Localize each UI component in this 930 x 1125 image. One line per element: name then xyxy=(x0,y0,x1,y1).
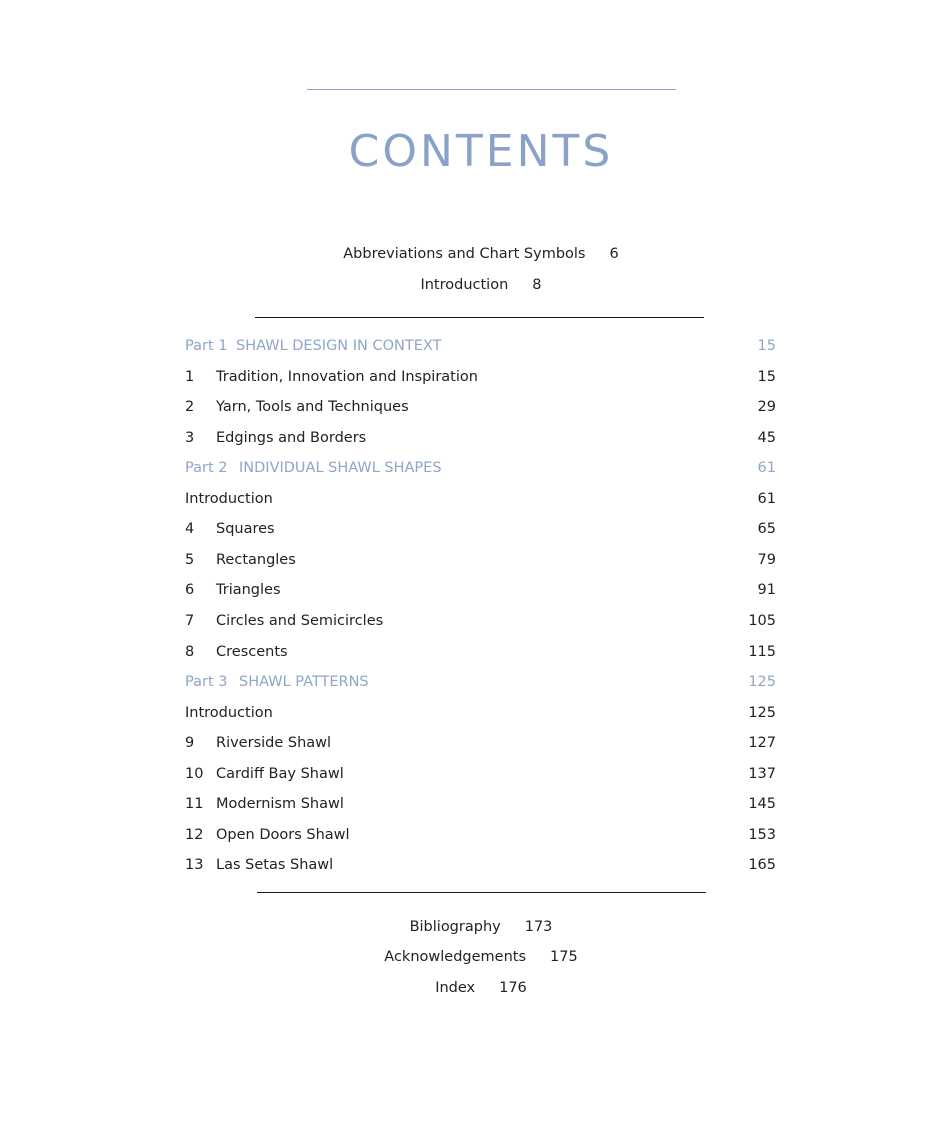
title-top-rule xyxy=(307,89,676,90)
page-number: 29 xyxy=(757,399,776,415)
back-matter-item[interactable] xyxy=(0,980,930,996)
chapter-number: 8 xyxy=(185,644,195,660)
chapter-number: 2 xyxy=(185,399,195,415)
part-number: Part 2 xyxy=(185,460,228,476)
back-matter-label: Index xyxy=(435,980,476,996)
toc-introduction-row[interactable] xyxy=(185,491,776,511)
toc-chapter-row[interactable] xyxy=(185,827,776,847)
chapter-number: 9 xyxy=(185,735,195,751)
section-title: Introduction xyxy=(185,705,273,721)
page-number: 165 xyxy=(748,857,776,873)
chapter-number: 11 xyxy=(185,796,204,812)
chapter-title: Open Doors Shawl xyxy=(216,827,350,843)
part-number: Part 3 xyxy=(185,674,228,690)
toc-chapter-row[interactable] xyxy=(185,369,776,389)
part-title: INDIVIDUAL SHAWL SHAPES xyxy=(239,460,442,476)
chapter-title: Riverside Shawl xyxy=(216,735,332,751)
back-matter-item[interactable] xyxy=(0,949,930,965)
chapter-number: 7 xyxy=(185,613,195,629)
chapter-number: 10 xyxy=(185,766,204,782)
toc-introduction-row[interactable] xyxy=(185,705,776,725)
toc-chapter-row[interactable] xyxy=(185,552,776,572)
section-title: Introduction xyxy=(185,491,273,507)
toc-part-heading[interactable] xyxy=(185,338,776,358)
page-number: 137 xyxy=(748,766,776,782)
chapter-title: Modernism Shawl xyxy=(216,796,344,812)
page-number: 15 xyxy=(757,369,776,385)
back-matter-page: 176 xyxy=(499,980,527,996)
toc-chapter-row[interactable] xyxy=(185,857,776,877)
page-number: 115 xyxy=(748,644,776,660)
part-title: SHAWL DESIGN IN CONTEXT xyxy=(236,338,442,354)
toc-chapter-row[interactable] xyxy=(185,766,776,786)
chapter-title: Yarn, Tools and Techniques xyxy=(216,399,409,415)
front-matter-label: Introduction xyxy=(420,277,509,293)
toc-chapter-row[interactable] xyxy=(185,430,776,450)
page-number: 145 xyxy=(748,796,776,812)
chapter-number: 3 xyxy=(185,430,195,446)
page-number: 127 xyxy=(748,735,776,751)
page-number: 65 xyxy=(757,521,776,537)
page-number: 15 xyxy=(757,338,776,354)
toc-part-heading[interactable] xyxy=(185,460,776,480)
chapter-title: Cardiff Bay Shawl xyxy=(216,766,344,782)
chapter-number: 13 xyxy=(185,857,204,873)
back-matter-divider xyxy=(257,892,706,893)
toc-chapter-row[interactable] xyxy=(185,613,776,633)
page-number: 61 xyxy=(757,491,776,507)
chapter-title: Rectangles xyxy=(216,552,296,568)
page-number: 45 xyxy=(757,430,776,446)
toc-part-heading[interactable] xyxy=(185,674,776,694)
chapter-number: 6 xyxy=(185,582,195,598)
page-number: 79 xyxy=(757,552,776,568)
back-matter-page: 173 xyxy=(524,919,553,935)
front-matter-item[interactable] xyxy=(0,246,930,262)
chapter-title: Squares xyxy=(216,521,275,537)
back-matter-label: Bibliography xyxy=(409,919,501,935)
chapter-title: Crescents xyxy=(216,644,288,660)
front-matter-divider xyxy=(255,317,704,318)
toc-chapter-row[interactable] xyxy=(185,399,776,419)
chapter-title: Edgings and Borders xyxy=(216,430,367,446)
chapter-title: Triangles xyxy=(216,582,281,598)
toc-chapter-row[interactable] xyxy=(185,735,776,755)
page-number: 91 xyxy=(757,582,776,598)
part-number: Part 1 xyxy=(185,338,228,354)
toc-chapter-row[interactable] xyxy=(185,582,776,602)
page-number: 125 xyxy=(748,674,776,690)
front-matter-page: 8 xyxy=(532,277,542,293)
chapter-title: Tradition, Innovation and Inspiration xyxy=(216,369,478,385)
toc-chapter-row[interactable] xyxy=(185,796,776,816)
chapter-title: Las Setas Shawl xyxy=(216,857,334,873)
back-matter-item[interactable] xyxy=(0,919,930,935)
page-number: 105 xyxy=(748,613,776,629)
page-number: 61 xyxy=(757,460,776,476)
chapter-title: Circles and Semicircles xyxy=(216,613,384,629)
front-matter-label: Abbreviations and Chart Symbols xyxy=(343,246,586,262)
front-matter-page: 6 xyxy=(609,246,619,262)
page-title: CONTENTS xyxy=(348,126,614,177)
front-matter-item[interactable] xyxy=(0,277,930,293)
part-title: SHAWL PATTERNS xyxy=(239,674,369,690)
toc-chapter-row[interactable] xyxy=(185,521,776,541)
chapter-number: 12 xyxy=(185,827,204,843)
toc-chapter-row[interactable] xyxy=(185,644,776,664)
back-matter-label: Acknowledgements xyxy=(384,949,527,965)
chapter-number: 5 xyxy=(185,552,195,568)
page-number: 125 xyxy=(748,705,776,721)
chapter-number: 1 xyxy=(185,369,195,385)
chapter-number: 4 xyxy=(185,521,195,537)
page-number: 153 xyxy=(748,827,776,843)
back-matter-page: 175 xyxy=(550,949,578,965)
